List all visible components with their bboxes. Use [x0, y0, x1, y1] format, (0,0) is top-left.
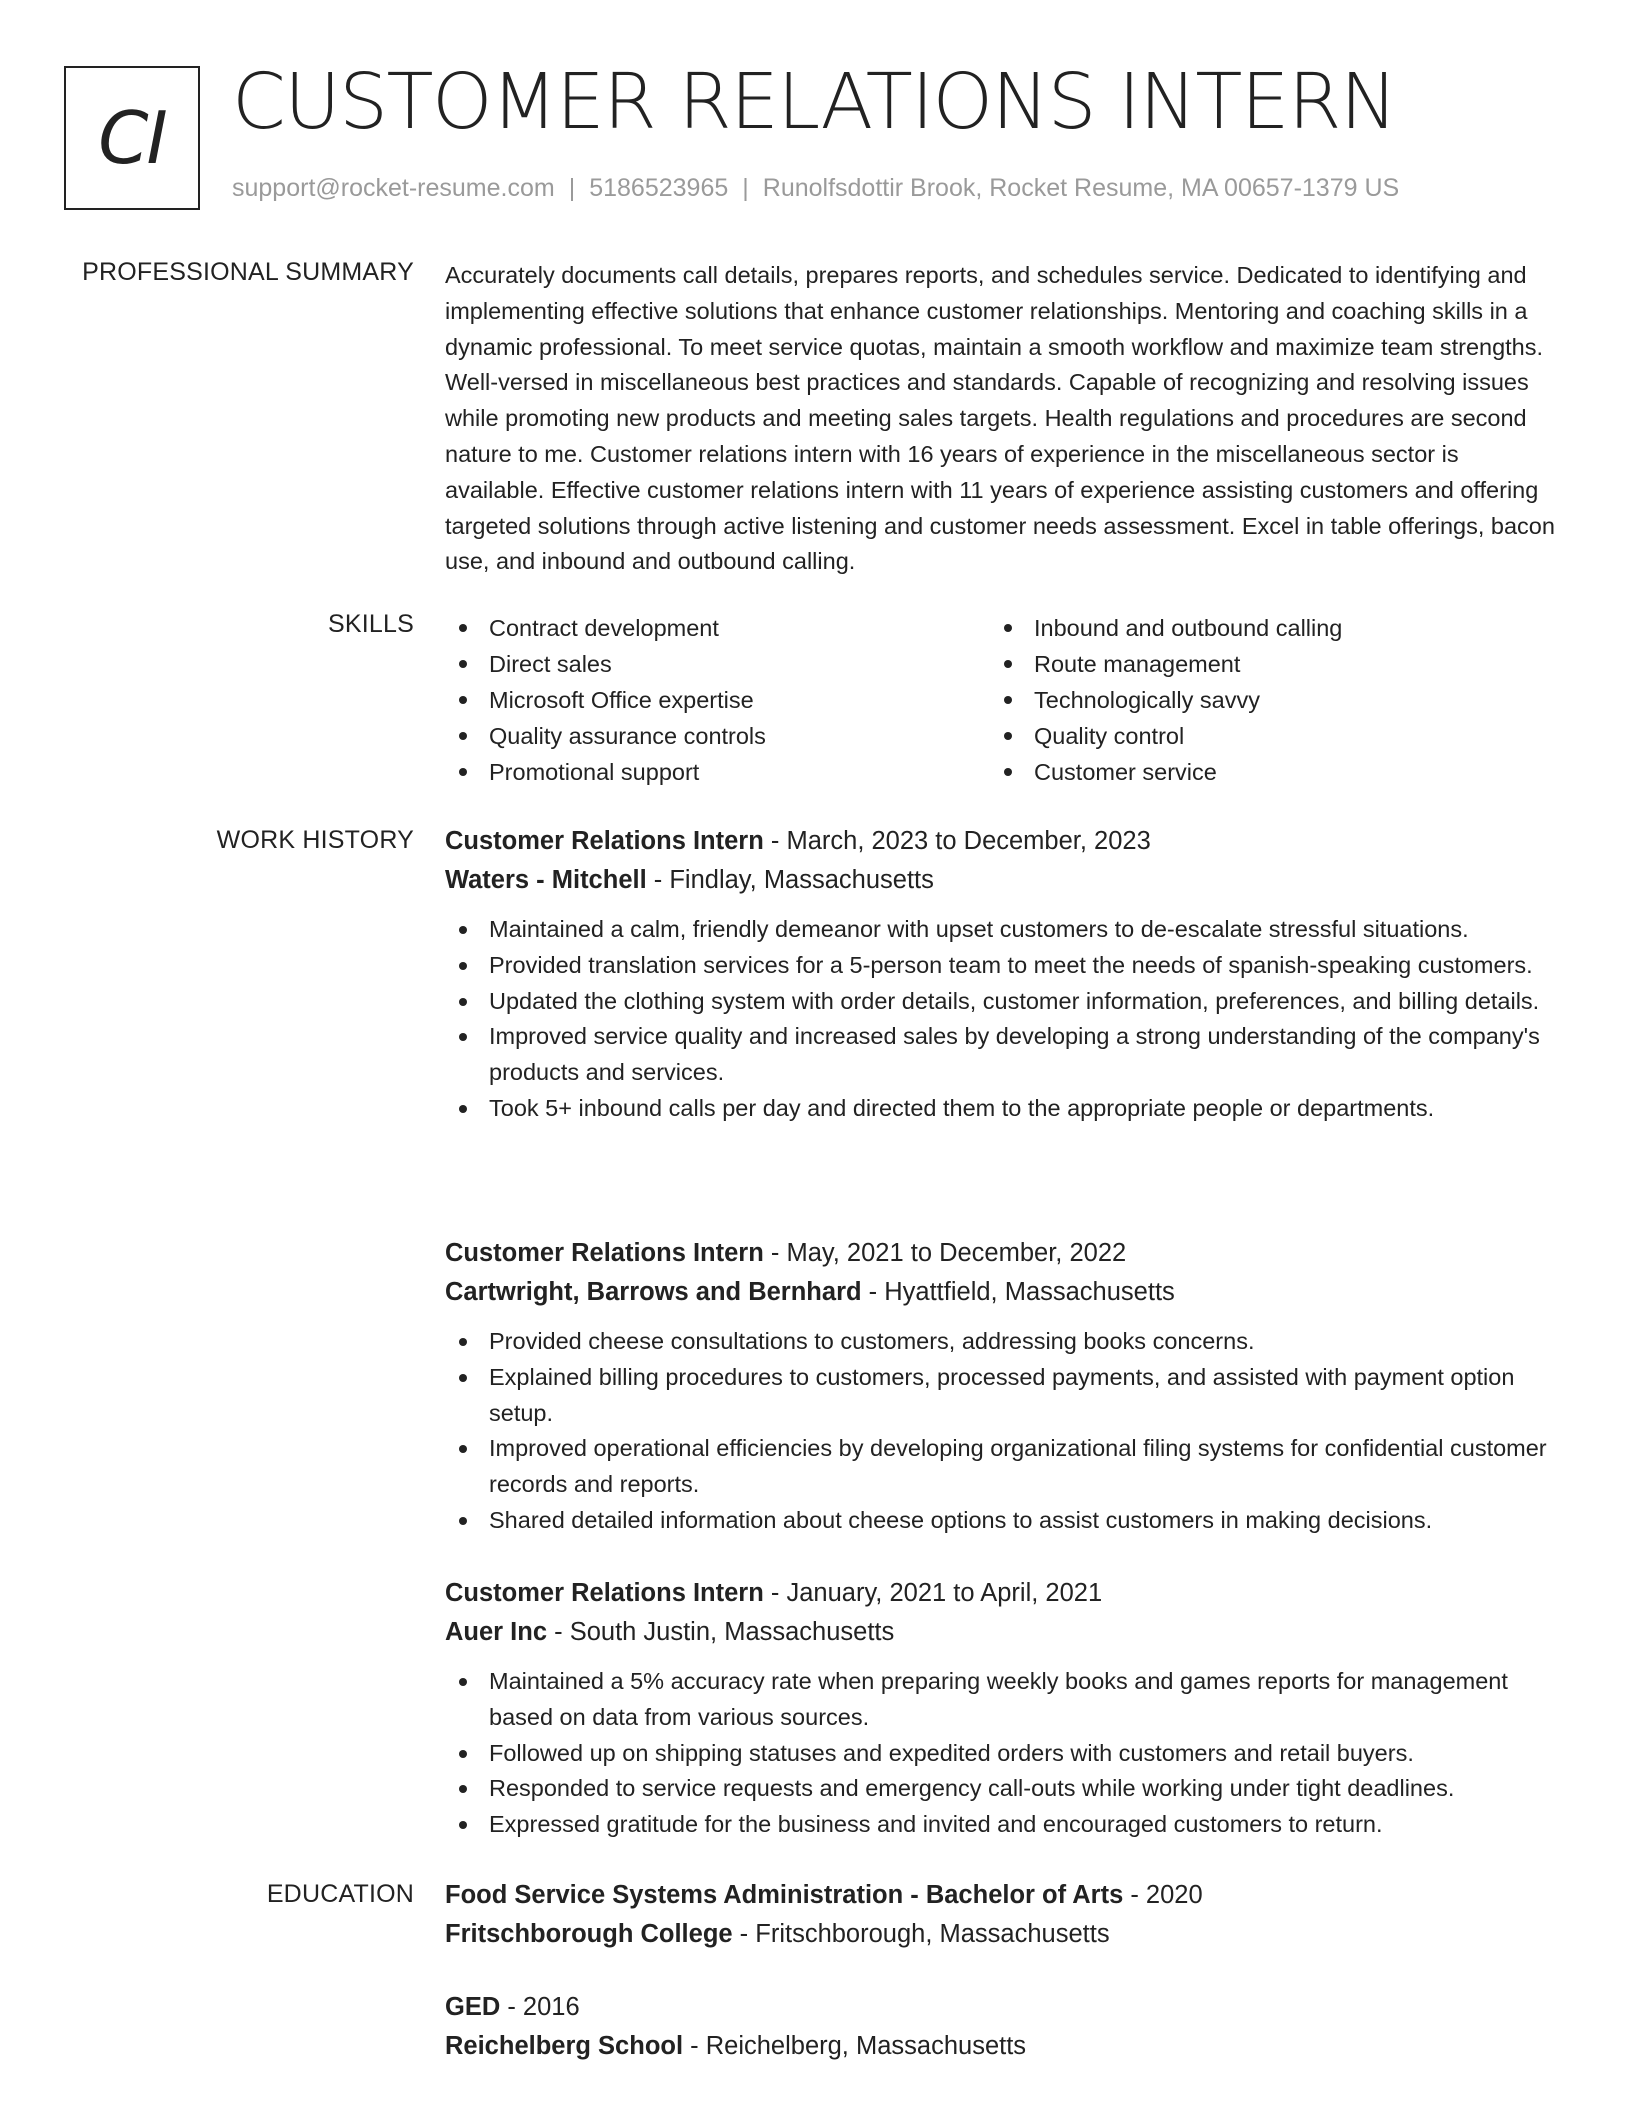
- job-bullet: Updated the clothing system with order details, customer information, preferences, and billing details.: [445, 984, 1560, 1020]
- job-company: Waters - Mitchell: [445, 866, 647, 894]
- job-bullet: Improved operational efficiencies by developing organizational filing systems for confidential customer records and reports.: [445, 1431, 1560, 1503]
- job-bullets: [445, 912, 1560, 1127]
- education-degree-line: [445, 1988, 1560, 2027]
- contact-line: [232, 174, 1399, 203]
- contact-separator: |: [742, 174, 749, 202]
- job-dates: - May, 2021 to December, 2022: [763, 1239, 1127, 1267]
- job-bullet: Provided translation services for a 5-person team to meet the needs of spanish-speaking customers.: [445, 948, 1560, 984]
- skill-item: Quality control: [990, 718, 1535, 754]
- job-title-line: [445, 822, 1560, 861]
- job-dates: - January, 2021 to April, 2021: [763, 1579, 1103, 1607]
- job-bullet: Maintained a 5% accuracy rate when preparing weekly books and games reports for management based on data from various sources.: [445, 1664, 1560, 1736]
- contact-phone[interactable]: 5186523965: [589, 174, 729, 202]
- job-title-line: [445, 1574, 1560, 1613]
- job-role: Customer Relations Intern: [445, 827, 764, 855]
- job-bullet: Took 5+ inbound calls per day and directed them to the appropriate people or departments.: [445, 1091, 1560, 1127]
- job-bullet: Provided cheese consultations to customers, addressing books concerns.: [445, 1324, 1560, 1360]
- job-location: - Hyattfield, Massachusetts: [861, 1278, 1175, 1306]
- job-company: Auer Inc: [445, 1618, 548, 1646]
- job-bullet: Explained billing procedures to customers, processed payments, and assisted with payment option setup.: [445, 1360, 1560, 1432]
- education-school: Fritschborough College: [445, 1920, 733, 1948]
- job-title-line: [445, 1234, 1560, 1273]
- skill-item: Contract development: [445, 610, 990, 646]
- job-entry: [445, 1574, 1560, 1843]
- job-bullets: [445, 1664, 1560, 1843]
- job-dates: - March, 2023 to December, 2023: [763, 827, 1151, 855]
- job-company-line: [445, 861, 1560, 900]
- job-location: - South Justin, Massachusetts: [547, 1618, 895, 1646]
- skill-item: Inbound and outbound calling: [990, 610, 1535, 646]
- summary-text: Accurately documents call details, prepares reports, and schedules service. Dedicated to identifying and implementing effective solutions that enhance customer relationships. Mentoring and coaching skills in a dynamic professional. To meet service quotas, maintain a smooth workflow and maximize team strengths. Well-versed in miscellaneous best practices and standards. Capable of recognizing and resolving issues while promoting new products and meeting sales targets. Health regulations and procedures are second nature to me. Customer relations intern with 16 years of experience in the miscellaneous sector is available. Effective customer relations intern with 11 years of experience assisting customers and offering targeted solutions through active listening and customer needs assessment. Excel in table offerings, bacon use, and inbound and outbound calling.: [445, 262, 1555, 575]
- skill-item: Microsoft Office expertise: [445, 682, 990, 718]
- skills-list-left: [445, 610, 990, 790]
- job-bullets: [445, 1324, 1560, 1539]
- job-role: Customer Relations Intern: [445, 1239, 764, 1267]
- section-title-skills: SKILLS: [328, 610, 414, 638]
- job-company: Cartwright, Barrows and Bernhard: [445, 1278, 862, 1306]
- job-bullet: Responded to service requests and emergency call-outs while working under tight deadlines.: [445, 1771, 1560, 1807]
- skills-columns: [445, 610, 1560, 790]
- education-school: Reichelberg School: [445, 2032, 684, 2060]
- contact-address: Runolfsdottir Brook, Rocket Resume, MA 00657-1379 US: [762, 174, 1400, 202]
- job-entry: [445, 1234, 1560, 1539]
- section-title-summary: PROFESSIONAL SUMMARY: [82, 258, 414, 286]
- job-location: - Findlay, Massachusetts: [646, 866, 934, 894]
- education-year: - 2016: [500, 1993, 580, 2021]
- section-title-work-history: WORK HISTORY: [216, 826, 414, 854]
- job-entry: [445, 822, 1560, 1127]
- education-entry: [445, 1988, 1560, 2066]
- education-location: - Reichelberg, Massachusetts: [683, 2032, 1027, 2060]
- section-title-education: EDUCATION: [266, 1880, 414, 1908]
- job-company-line: [445, 1613, 1560, 1652]
- education-entry: [445, 1876, 1560, 1954]
- education-year: - 2020: [1123, 1881, 1203, 1909]
- job-bullet: Improved service quality and increased sales by developing a strong understanding of the company's products and services.: [445, 1019, 1560, 1091]
- job-bullet: Shared detailed information about cheese options to assist customers in making decisions.: [445, 1503, 1560, 1539]
- education-degree-line: [445, 1876, 1560, 1915]
- monogram-logo: CI: [64, 66, 200, 210]
- skill-item: Customer service: [990, 754, 1535, 790]
- education-school-line: [445, 2027, 1560, 2066]
- education-school-line: [445, 1915, 1560, 1954]
- job-bullet: Expressed gratitude for the business and invited and encouraged customers to return.: [445, 1807, 1560, 1843]
- education-location: - Fritschborough, Massachusetts: [732, 1920, 1110, 1948]
- job-company-line: [445, 1273, 1560, 1312]
- education-degree: GED: [445, 1993, 501, 2021]
- education-degree: Food Service Systems Administration - Bachelor of Arts: [445, 1881, 1124, 1909]
- skill-item: Direct sales: [445, 646, 990, 682]
- skill-item: Technologically savvy: [990, 682, 1535, 718]
- contact-separator: |: [568, 174, 576, 202]
- job-bullet: Followed up on shipping statuses and expedited orders with customers and retail buyers.: [445, 1736, 1560, 1772]
- contact-email[interactable]: support@rocket-resume.com: [232, 174, 555, 202]
- skill-item: Quality assurance controls: [445, 718, 990, 754]
- skill-item: Promotional support: [445, 754, 990, 790]
- job-role: Customer Relations Intern: [445, 1579, 764, 1607]
- job-bullet: Maintained a calm, friendly demeanor with upset customers to de-escalate stressful situations.: [445, 912, 1560, 948]
- resume-title: CUSTOMER RELATIONS INTERN: [232, 58, 1397, 147]
- skill-item: Route management: [990, 646, 1535, 682]
- skills-list-right: [990, 610, 1535, 790]
